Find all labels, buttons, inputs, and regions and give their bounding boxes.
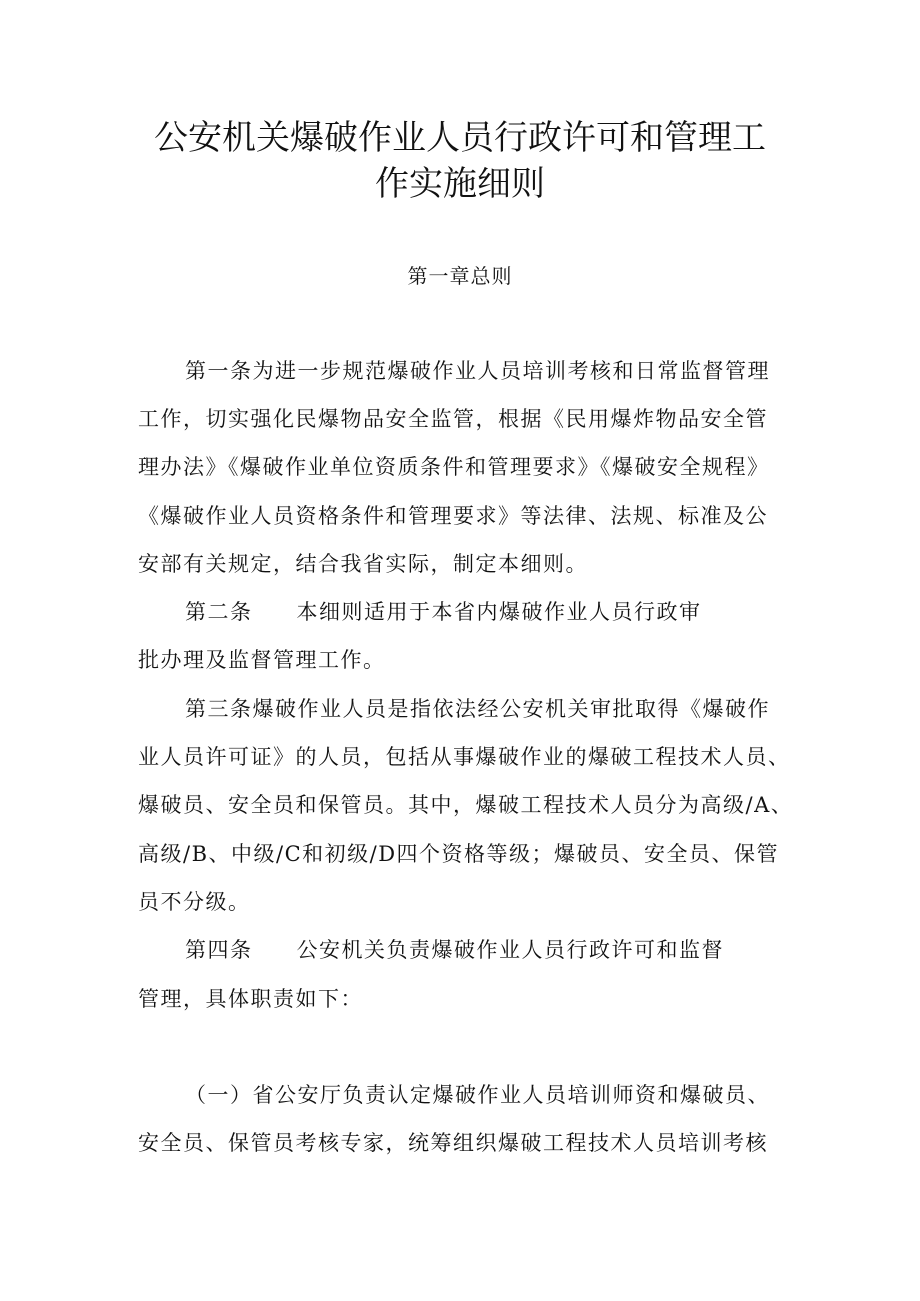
article-2-text: 本细则适用于本省内爆破作业人员行政审 [296,600,702,624]
article-4-line-1 [185,935,724,965]
article-1-line-5: 安部有关规定，结合我省实际，制定本细则。 [138,552,588,576]
article-2-line-2: 批办理及监督管理工作。 [138,648,386,672]
article-3-line-3: 爆破员、安全员和保管员。其中，爆破工程技术人员分为高级/A、 [138,793,794,817]
article-1-line-2: 工作，切实强化民爆物品安全监管，根据《民用爆炸物品安全管 [138,407,768,431]
document-title-line-1: 公安机关爆破作业人员行政许可和管理工 [154,118,766,158]
article-3-line-5: 员不分级。 [138,890,251,914]
article-4-text: 公安机关负责爆破作业人员行政许可和监督 [296,938,724,962]
article-1-line-1: 第一条为进一步规范爆破作业人员培训考核和日常监督管理 [185,359,770,383]
article-1-line-4: 《爆破作业人员资格条件和管理要求》等法律、法规、标准及公 [138,504,768,528]
document-title-line-2: 作实施细则 [375,164,545,204]
article-1-line-3: 理办法》《爆破作业单位资质条件和管理要求》《爆破安全规程》 [138,455,770,479]
article-2-line-1 [185,597,702,627]
item-1-line-1: （一）省公安厅负责认定爆破作业人员培训师资和爆破员、 [185,1083,770,1107]
article-3-line-2: 业人员许可证》的人员，包括从事爆破作业的爆破工程技术人员、 [138,745,791,769]
chapter-heading: 第一章总则 [407,264,513,288]
article-2-label: 第二条 [185,600,253,624]
article-4-line-2: 管理，具体职责如下： [138,987,363,1011]
article-3-line-4: 高级/B、中级/C和初级/D四个资格等级；爆破员、安全员、保管 [138,842,780,866]
article-3-line-1: 第三条爆破作业人员是指依法经公安机关审批取得《爆破作 [185,697,770,721]
item-1-line-2: 安全员、保管员考核专家，统筹组织爆破工程技术人员培训考核 [138,1131,768,1155]
article-4-label: 第四条 [185,938,253,962]
